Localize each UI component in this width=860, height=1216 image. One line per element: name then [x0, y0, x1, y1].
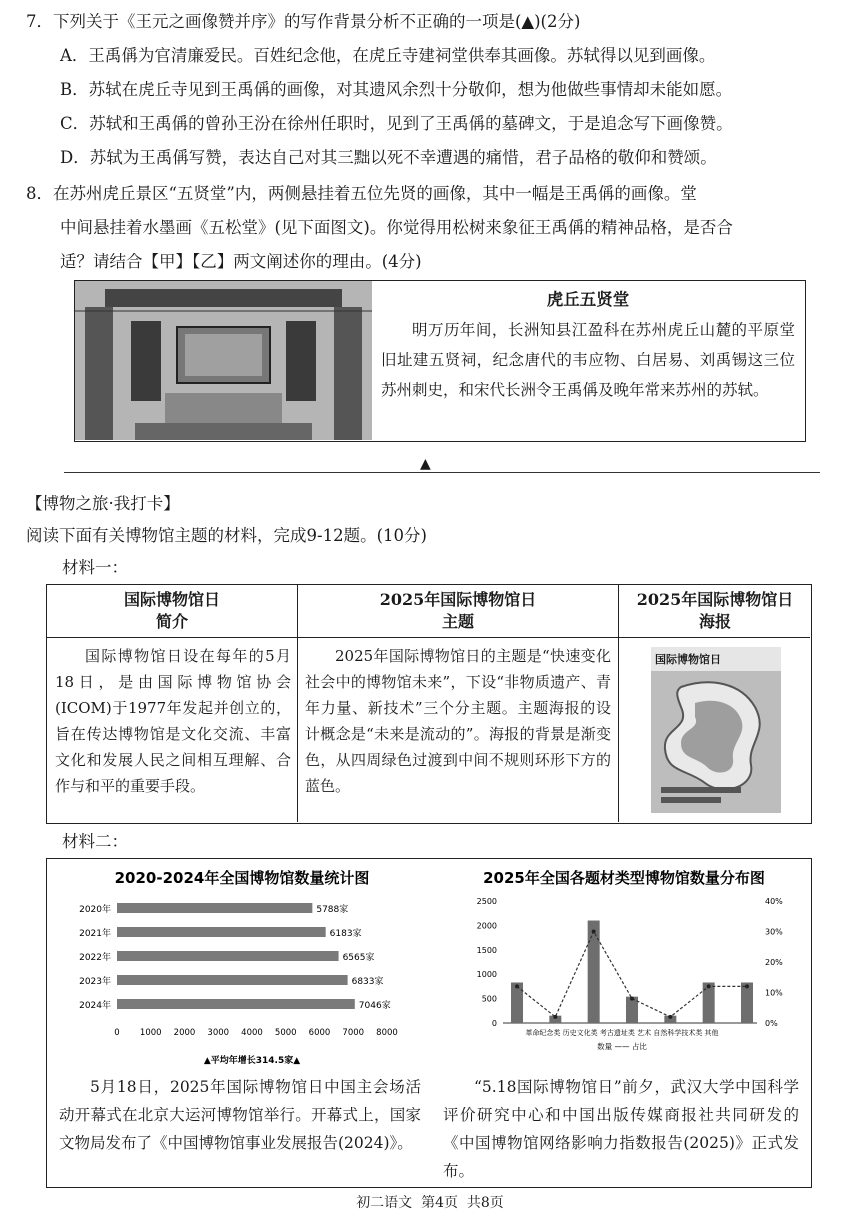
chart2-line-point	[630, 997, 634, 1001]
chart1-xtick-label: 2000	[173, 1028, 196, 1038]
poster-image	[651, 647, 781, 813]
chart2-line-point	[553, 1015, 557, 1019]
q7-option-a: A．王禹偁为官清廉爱民。百姓纪念他，在虎丘寺建祠堂供奉其画像。苏轼得以见到画像。	[60, 46, 716, 65]
chart1-xtick-label: 7000	[342, 1028, 365, 1038]
chart2-yleft-tick: 2500	[476, 897, 497, 906]
chart1-xtick-label: 5000	[274, 1028, 297, 1038]
chart1-category-label: 2021年	[79, 929, 111, 939]
chart1-xtick-label: 1000	[139, 1028, 162, 1038]
chart1-category-label: 2024年	[79, 1001, 111, 1011]
chart1-bar	[117, 951, 339, 961]
header-theme: 2025年国际博物馆日 主题	[379, 590, 537, 631]
chart2-line-point	[515, 984, 519, 988]
box-title: 虎丘五贤堂	[546, 290, 630, 309]
chart2-bar	[511, 982, 523, 1023]
header-poster: 2025年国际博物馆日 海报	[636, 590, 794, 631]
q7-option-d: D．苏轼为王禹偁写赞，表达自己对其三黜以死不幸遭遇的痛惜，君子品格的敬仰和赞颂。	[60, 148, 717, 167]
chart2-legend: 数量 —— 占比	[597, 1042, 647, 1051]
chart1-bar	[117, 999, 355, 1009]
page-footer: 初二语文 第4页 共8页	[356, 1195, 504, 1211]
chart2-bar	[703, 982, 715, 1023]
divider-mark: ▲	[420, 456, 431, 472]
chart2-line-point	[592, 930, 596, 934]
section-intro: 阅读下面有关博物馆主题的材料，完成9-12题。(10分)	[26, 526, 427, 545]
section-title: 【博物之旅·我打卡】	[26, 494, 180, 513]
box-text: 明万历年间，长洲知县江盈科在苏州虎丘山麓的平原堂旧址建五贤祠，纪念唐代的韦应物、白居易、刘禹锡这三位苏州刺史，和宋代长洲令王禹偁及晚年常来苏州的苏轼。	[381, 321, 795, 399]
chart1-xtick-label: 8000	[376, 1028, 398, 1038]
chart2-yleft-tick: 0	[491, 1019, 497, 1028]
material2-para-right: “5.18国际博物馆日”前夕，武汉大学中国科学评价研究中心和中国出版传媒商报社共同研发的《中国博物馆网络影响力指数报告(2025)》正式发布。	[443, 1078, 799, 1180]
chart1-xtick-label: 6000	[308, 1028, 331, 1038]
museum-type-chart	[437, 859, 811, 1059]
chart1-category-label: 2022年	[79, 953, 111, 963]
chart2-yright-tick: 40%	[765, 897, 783, 906]
chart2-bar	[626, 997, 638, 1023]
intro-text: 国际博物馆日设在每年的5月18日，是由国际博物馆协会(ICOM)于1977年发起并创立的，旨在传达博物馆是文化交流、丰富文化和发展人民之间相互理解、合作与和平的重要手段。	[55, 647, 291, 795]
chart2-yleft-tick: 2000	[476, 921, 497, 931]
material1-table	[46, 584, 812, 824]
chart1-value-label: 5788家	[316, 905, 349, 915]
museum-count-chart	[47, 859, 437, 1066]
chart1-category-label: 2023年	[79, 977, 111, 987]
material2-box	[46, 858, 812, 1188]
q8-line-3: 适？请结合【甲】【乙】两文阐述你的理由。(4分)	[60, 252, 422, 271]
chart2-line-point	[707, 984, 711, 988]
material2-label: 材料二：	[62, 832, 128, 851]
header-intro: 国际博物馆日 简介	[123, 590, 220, 631]
chart1-bar	[117, 927, 326, 937]
chart1-xtick-label: 3000	[207, 1028, 230, 1038]
chart2-title: 2025年全国各题材类型博物馆数量分布图	[483, 869, 765, 887]
q8-line-2: 中间悬挂着水墨画《五松堂》(见下面图文)。你觉得用松树来象征王禹偁的精神品格，是否合	[60, 218, 733, 237]
chart2-yright-tick: 0%	[765, 1019, 778, 1028]
chart2-bar	[588, 921, 600, 1023]
material1-label: 材料一：	[62, 558, 128, 577]
q7-option-c: C．苏轼和王禹偁的曾孙王汾在徐州任职时，见到了王禹偁的墓碑文，于是追念写下画像赞。	[60, 114, 733, 133]
chart2-yright-tick: 10%	[765, 988, 783, 998]
chart1-title: 2020-2024年全国博物馆数量统计图	[114, 869, 370, 887]
chart1-value-label: 6833家	[351, 977, 384, 987]
chart1-xtick-label: 4000	[241, 1028, 263, 1038]
chart2-yleft-tick: 1500	[476, 945, 497, 955]
poster-label: 国际博物馆日	[655, 653, 721, 666]
q7-stem: 7．下列关于《王元之画像赞并序》的写作背景分析不正确的一项是(▲)(2分)	[26, 12, 581, 31]
chart2-yright-tick: 30%	[765, 927, 783, 937]
q8-line-1: 8．在苏州虎丘景区“五贤堂”内，两侧悬挂着五位先贤的画像，其中一幅是王禹偁的画像。堂	[26, 184, 697, 203]
chart2-line-point	[745, 984, 749, 988]
chart1-value-label: 6183家	[329, 929, 362, 939]
chart1-bar	[117, 975, 348, 985]
q7-option-b: B．苏轼在虎丘寺见到王禹偁的画像，对其遗风余烈十分敬仰，想为他做些事情却未能如愿。	[60, 80, 733, 99]
chart1-xtick-label: 0	[114, 1028, 120, 1038]
chart1-value-label: 6565家	[342, 953, 375, 963]
chart2-bar	[741, 982, 753, 1023]
chart2-yleft-tick: 1000	[476, 970, 497, 980]
chart1-category-label: 2020年	[79, 905, 111, 915]
chart2-xlabels: 革命纪念类 历史文化类 考古遗址类 艺术 自然科学技术类 其他	[525, 1029, 719, 1037]
material2-para-left: 5月18日，2025年国际博物馆日中国主会场活动开幕式在北京大运河博物馆举行。开幕式上，国家文物局发布了《中国博物馆事业发展报告(2024)》。	[59, 1078, 421, 1152]
chart2-line-point	[668, 1015, 672, 1019]
theme-text: 2025年国际博物馆日的主题是“快速变化社会中的博物馆未来”，下设“非物质遗产、青年力量、新技术”三个分主题。主题海报的设计概念是“未来是流动的”。海报的背景是渐变色，从四周绿色过渡到中间不规则环形下方的蓝色。	[305, 647, 611, 795]
chart1-caption: ▲平均年增长314.5家▲	[203, 1056, 301, 1066]
chart1-value-label: 7046家	[358, 1001, 391, 1011]
chart2-yleft-tick: 500	[481, 994, 497, 1004]
q8-figure-box	[74, 280, 806, 442]
chart1-bar	[117, 903, 312, 913]
divider-line	[64, 472, 820, 473]
chart2-yright-tick: 20%	[765, 958, 783, 967]
hall-photo	[75, 281, 372, 440]
